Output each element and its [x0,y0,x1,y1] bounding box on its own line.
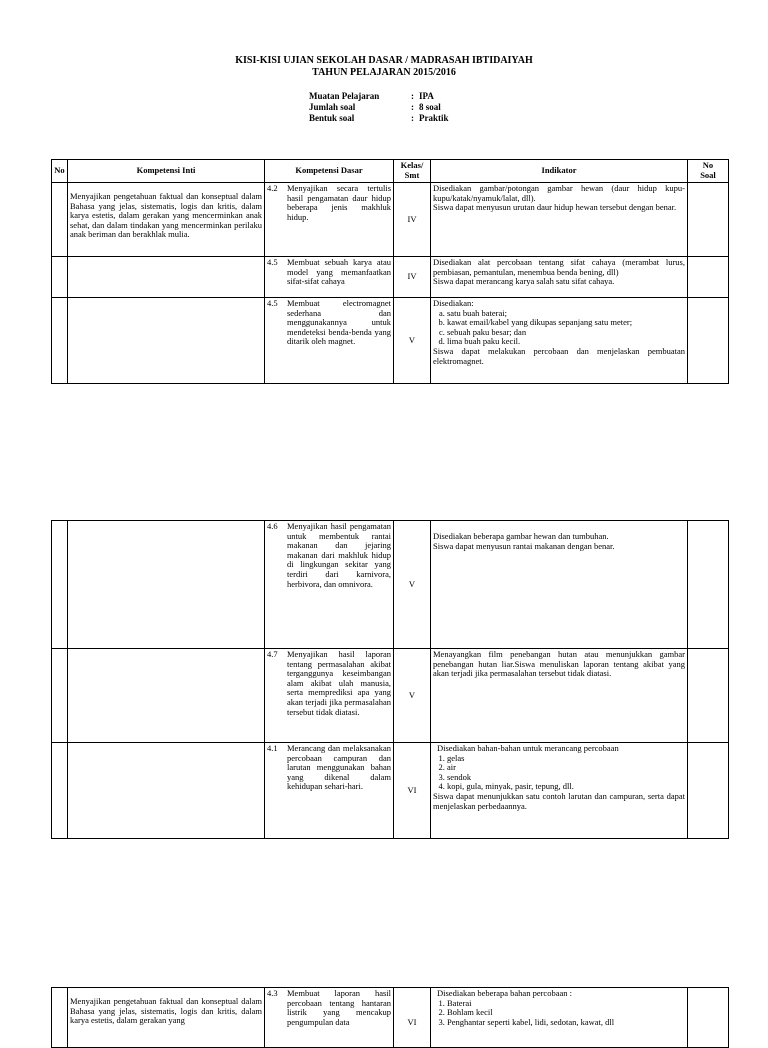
indikator-list [433,754,685,792]
header-kompetensi-dasar: Kompetensi Dasar [265,160,394,183]
cell-no [52,298,68,384]
indikator-outro: Siswa dapat menyusun rantai makanan dengan benar. [433,540,615,551]
cell-kompetensi-dasar [265,298,394,384]
cell-no [52,521,68,649]
list-item: 3. sendok [447,773,685,783]
table-row [52,183,729,257]
list-item: 2. air [447,763,685,773]
kd-number: 4.5 [267,298,278,308]
list-item: 2. Bohlam kecil [447,1008,685,1018]
meta-label: Bentuk soal [309,113,355,123]
kd-text: Membuat laporan hasil percobaan tentang hantaran listrik yang mencakup pengumpulan data [287,988,391,1027]
kd-number: 4.7 [267,649,278,659]
kd-text: Membuat electromagnet sederhana dan menggunakannya untuk mendeteksi benda-benda yang ditarik oleh magnet. [287,298,391,347]
cell-kelas: V [394,649,431,743]
indikator-list [433,309,685,347]
indikator-intro: Disediakan beberapa gambar hewan dan tumbuhan. [433,531,609,541]
indikator-intro: Disediakan alat percobaan tentang sifat cahaya (merambat lurus, pembiasan, pemantulan, menembua benda bening, dll) [433,257,685,277]
indikator-intro: Disediakan bahan-bahan untuk merancang percobaan [437,743,619,753]
indikator-outro: Siswa dapat melakukan percobaan dan menjelaskan pembuatan elektromagnet. [433,345,685,366]
list-item: 1. gelas [447,754,685,764]
header-kelas [394,160,431,183]
header-nosoal-line1: No [702,160,714,171]
cell-kelas: IV [394,183,431,257]
cell-kompetensi-inti [68,649,265,743]
kisi-table-2 [51,520,729,839]
cell-kompetensi-inti [68,988,265,1048]
kd-number: 4.6 [267,521,278,531]
cell-kompetensi-dasar [265,743,394,839]
kd-text: Menyajikan hasil laporan tentang permasalahan akibat terganggunya keseimbangan alam akibat ulah manusia, serta memprediksi apa yang akan terjadi jika permasalahan tersebut tidak diatasi. [287,649,391,717]
meta-separator: : [411,102,414,112]
cell-no [52,257,68,298]
indikator-outro: Siswa dapat menunjukkan satu contoh larutan dan campuran, serta dapat menjelaskan perbedaannya. [433,790,685,811]
indikator-outro: Siswa dapat menyusun urutan daur hidup hewan tersebut dengan benar. [433,202,677,213]
table-row [52,257,729,298]
list-item: a. satu buah baterai; [447,309,685,319]
cell-no [52,988,68,1048]
cell-kompetensi-dasar [265,257,394,298]
list-item: 1. Baterai [447,999,685,1009]
header-kelas-line1: Kelas/ [400,160,424,171]
header-no: No [52,160,68,183]
meta-separator: : [411,113,414,123]
cell-kelas: VI [394,988,431,1048]
table-row [52,988,729,1048]
kd-number: 4.1 [267,743,278,753]
meta-value: 8 soal [419,102,441,112]
kd-number: 4.5 [267,257,278,267]
kd-text: Menyajikan secara tertulis hasil pengamatan daur hidup beberapa jenis makhluk hidup. [287,183,391,222]
table-row [52,649,729,743]
cell-kompetensi-dasar [265,649,394,743]
meta-block [309,91,449,124]
cell-indikator [431,743,688,839]
cell-no [52,649,68,743]
cell-no-soal [688,257,729,298]
meta-value: IPA [419,91,434,101]
cell-indikator [431,298,688,384]
meta-separator: : [411,91,414,101]
ki-text: Menyajikan pengetahuan faktual dan konseptual dalam Bahasa yang jelas, sistematis, logis dan kritis, dalam karya estetis, dalam gerakan yang mencerminkan anak sehat, dan dalam tindakan yang mencerminkan perilaku anak beriman dan berakhlak mulia. [70,191,262,240]
cell-no-soal [688,183,729,257]
meta-value: Praktik [419,113,449,123]
cell-indikator [431,988,688,1048]
meta-row [309,91,449,102]
table-header-row [52,160,729,183]
list-item: b. kawat email/kabel yang dikupas sepanjang satu meter; [447,318,685,328]
header-kelas-line2: Smt [404,170,420,180]
table-row [52,743,729,839]
kd-text: Membuat sebuah karya atau model yang memanfaatkan sifat-sifat cahaya [287,257,391,287]
cell-indikator [431,183,688,257]
indikator-intro: Disediakan: [433,298,474,308]
ki-text: Menyajikan pengetahuan faktual dan konseptual dalam Bahasa yang jelas, sistematis, logis dan kritis, dalam karya estetis, dalam gerakan yang [70,996,262,1026]
kisi-table-1 [51,159,729,384]
indikator-intro: Menayangkan film penebangan hutan atau menunjukkan gambar penebangan hutan liar.Siswa menuliskan laporan tentang akibat yang akan terjadi jika permasalahan tersebut tidak diatasi. [433,649,685,679]
kd-text: Merancang dan melaksanakan percobaan campuran dan larutan menggunakan bahan yang dikenal dalam kehidupan sehari-hari. [287,743,391,792]
meta-row [309,113,449,124]
header-kompetensi-inti: Kompetensi Inti [68,160,265,183]
cell-no-soal [688,521,729,649]
meta-label: Muatan Pelajaran [309,91,380,101]
cell-no-soal [688,649,729,743]
cell-kelas: IV [394,257,431,298]
cell-indikator [431,257,688,298]
table-row [52,521,729,649]
kd-number: 4.2 [267,183,278,193]
document-title: KISI-KISI UJIAN SEKOLAH DASAR / MADRASAH IBTIDAIYAH [235,55,533,66]
cell-kompetensi-inti [68,298,265,384]
cell-indikator [431,521,688,649]
indikator-intro: Disediakan gambar/potongan gambar hewan (daur hidup kupu-kupu/katak/nyamuk/lalat, dll). [433,183,685,203]
indikator-list [433,999,685,1028]
kd-text: Menyajikan hasil pengamatan untuk membentuk rantai makanan dan jejaring makanan dari makhluk hidup di lingkungan sekitar yang terdiri dari karnivora, herbivora, dan omnivora. [287,521,391,589]
cell-no-soal [688,298,729,384]
list-item: 3. Penghantar seperti kabel, lidi, sedotan, kawat, dll [447,1018,685,1028]
meta-label: Jumlah soal [309,102,356,112]
meta-row [309,102,449,113]
cell-kompetensi-inti [68,743,265,839]
indikator-intro: Disediakan beberapa bahan percobaan : [437,988,572,998]
cell-kompetensi-dasar [265,988,394,1048]
indikator-outro: Siswa dapat merancang karya salah satu sifat cahaya. [433,276,615,287]
cell-no [52,183,68,257]
cell-kompetensi-inti [68,257,265,298]
cell-indikator [431,649,688,743]
document-subtitle: TAHUN PELAJARAN 2015/2016 [312,67,456,78]
cell-kelas: V [394,298,431,384]
cell-kelas: V [394,521,431,649]
cell-kompetensi-inti [68,521,265,649]
cell-kompetensi-dasar [265,183,394,257]
kd-number: 4.3 [267,988,278,998]
cell-no-soal [688,988,729,1048]
cell-kompetensi-dasar [265,521,394,649]
header-no-soal [688,160,729,183]
list-item: 4. kopi, gula, minyak, pasir, tepung, dll. [447,782,685,792]
kisi-table-3 [51,987,729,1048]
cell-kompetensi-inti [68,183,265,257]
header-indikator: Indikator [431,160,688,183]
list-item: d. lima buah paku kecil. [447,337,685,347]
header-nosoal-line2: Soal [700,170,716,180]
cell-kelas: VI [394,743,431,839]
table-row [52,298,729,384]
cell-no-soal [688,743,729,839]
cell-no [52,743,68,839]
list-item: c. sebuah paku besar; dan [447,328,685,338]
